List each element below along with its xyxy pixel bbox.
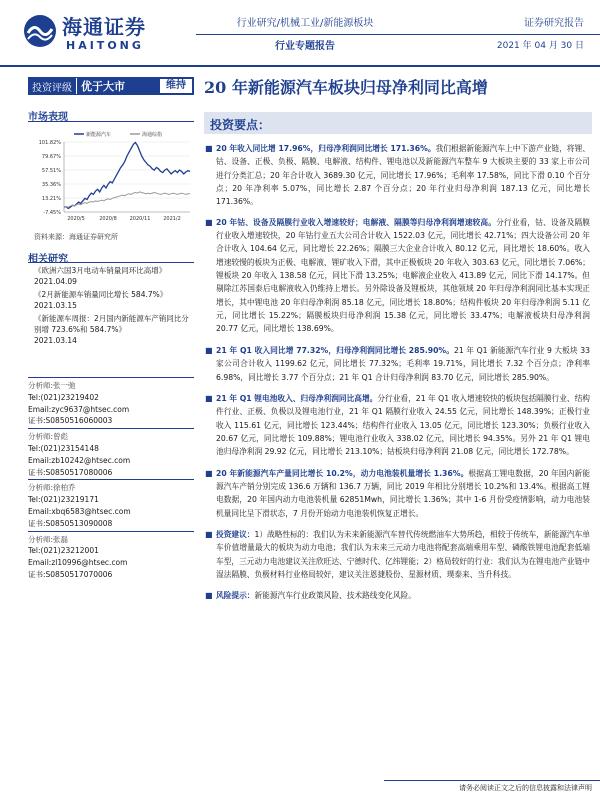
- key-point-lead: 20 年新能源汽车产量同比增长 10.2%，动力电池装机量增长 1.36%。: [216, 468, 469, 478]
- analyst-email[interactable]: Email:zb10242@htsec.com: [28, 455, 131, 465]
- analyst-cert: 证书:S0850517080006: [28, 467, 113, 477]
- market-heading-rule: [28, 121, 194, 122]
- key-point-text: 1）战略性标的：我们认为未来新能源汽车替代传统燃油车大势所趋，相较于传统车，新能源汽车单车价值增量最大的板块为动力电池；我们认为未来三元动力电池将配套高端乘用车型、磷酸铁锂电池配套低端车型，三元动力电池建议关注欣旺达、宁德时代、亿纬锂能；2）格局较好的行业：我们认为在锂电池产业链中湿法隔膜、负极材料行业格局较好，建议关注恩捷股份、星源材质、璞泰来、当升科技。: [216, 529, 590, 579]
- related-title[interactable]: 《新能源车周报：2月国内新能源车产销同比分别增 723.6%和 584.7%》: [34, 314, 189, 334]
- footer-rule: [384, 780, 600, 781]
- key-point-text: 分行业看，钴、设备及隔膜行业收入增速较快，20 年钴行业五大公司合计收入 1522.03 亿元，同比增长 42.71%；四大设备公司 20 年合计收入 104.64 亿元，同比增长 22.26%；隔膜三大企业合计收入 80.12 亿元，同比增长 18.60%。收入增速较慢的板块为正极、电解液、锂矿收入下滑，其中正极板块 20 年收入 303.63 亿元，同比增长 7.06%；锂板块 20 年收入 138.58 亿元，同比下滑 13.25%；电解液企业收入 413.89 亿元，同比下滑 14.17%。但剔除江苏国泰后电解液收入仍维持上增长。另外除设备及锂板块，其他领域 20 年归母净利润同比基本实现正增长，其中锂电池 20 年归母净利润 85.18 亿元，同比增长 18.80%；结构件板块 20 年归母净利润 5.11 亿元，同比增长 15.22%；隔膜板块归母净利润 15.38 亿元，同比增长 33.47%；电解液板块归母净利润 20.77 亿元，同比增长 138.69%。: [216, 217, 590, 334]
- y-tick-label: 57.51%: [41, 168, 61, 174]
- analyst-name: 分析师:张磊: [28, 534, 69, 544]
- key-point: [204, 467, 590, 520]
- analyst-email[interactable]: Email:xbq6583@htsec.com: [28, 506, 131, 516]
- analyst-card: [28, 531, 194, 581]
- bullet-icon: ■: [205, 529, 213, 539]
- header-divider: [196, 34, 600, 35]
- bullet-icon: ■: [205, 345, 213, 355]
- header-right-block: [497, 14, 584, 51]
- y-tick-label: -7.45%: [43, 210, 61, 216]
- key-point-text: 分行业看，21 年 Q1 收入增速较快的板块包括隔膜行业、结构件行业、正极、负极以及锂电池行业，21 年 Q1 隔膜行业收入 24.55 亿元，同比增长 148.39%；正极行业收入 115.61 亿元，同比增长 123.44%；结构件行业收入 13.05 亿元，同比增长 123.30%；负极行业收入 20.67 亿元，同比增长 109.88%；锂电池行业收入 338.02 亿元，同比增长 94.35%。另外 21 年 Q1 锂电池归母净利润 29.92 亿元，同比增长 213.10%；钴板块归母净利润 21.08 亿元，同比增长 172.78%。: [216, 393, 590, 457]
- haitong-logo: [22, 9, 146, 57]
- series-line: [64, 192, 190, 207]
- analyst-name: 分析师:张一弛: [28, 381, 76, 390]
- x-tick-label: 2020/5: [67, 216, 85, 222]
- key-point-lead: 20 年收入同比增 17.96%，归母净利润同比增长 171.36%。: [216, 144, 436, 153]
- related-title[interactable]: 《欧洲六国3月电动车销量同环比高增》: [34, 266, 167, 275]
- key-point-lead: 风险提示：: [216, 591, 255, 601]
- key-point-lead: 20 年钴、设备及隔膜行业收入增速较好；电解液、隔膜等归母净利润增速较高。: [216, 217, 497, 227]
- bullet-icon: ■: [205, 393, 213, 403]
- related-date: 2021.03.14: [34, 336, 77, 345]
- key-point-text: 新能源汽车行业政策风险、技术路线变化风险。: [254, 591, 416, 601]
- key-point-text: 21 年 Q1 新能源汽车行业 9 大板块 33 家公司合计收入 1199.62 亿元，同比增长 77.32%；毛利率 19.71%，同比增长 7.32 个百分点；净利率 6.98%，同比增长 3.77 个百分点；21 年 Q1 合计归母净利润 83.70 亿元，同比增长 285.90%。: [216, 345, 591, 382]
- key-point-text: 根据高工锂电数据，20 年国内新能源汽车产销分别完成 136.6 万辆和 136.7 万辆，同比 2019 年相比分别增长 10.2%和 13.4%。根据高工锂电数据，20 年国内动力电池装机量 62851Mwh，同比增长 1.36%；其中 1-6 月份受疫情影响，动力电池装机量同比呈下滑状态，7 月份开始动力电池装机恢复正增长。: [216, 468, 590, 518]
- rating-value: 优于大市: [76, 78, 129, 94]
- key-point: [204, 392, 590, 459]
- report-category: 行业研究/机械工业/新能源板块: [236, 18, 374, 29]
- y-tick-label: 79.67%: [41, 154, 61, 160]
- legend-label: 新能源汽车: [86, 132, 112, 138]
- analyst-card: [28, 377, 194, 427]
- key-points-heading: 投资要点：: [204, 112, 592, 134]
- analyst-cert: 证书:S0850513090008: [28, 518, 113, 528]
- key-point: [204, 344, 590, 384]
- report-tag: 证券研究报告: [524, 18, 584, 29]
- header-bottom-rule: [0, 65, 600, 67]
- report-date: 2021 年 04 月 30 日: [496, 41, 584, 51]
- bullet-icon: ■: [205, 217, 213, 227]
- key-point-text: 我们根据新能源汽车上中下游产业链，将锂、钴、设备、正极、负极、隔膜、电解液、结构件、锂电池以及新能源汽车整车 9 大板块主要的 33 家上市公司进行分类汇总；20 年合计收入 3689.30 亿元，同比增长 17.96%；毛利率 17.58%，同比下滑 0.10 个百分点；20 年净利率 5.07%，同比增长 2.87 个百分点；20 年行业归母净利润 187.13 亿元，同比增长 171.36%。: [216, 144, 590, 207]
- bullet-icon: ■: [205, 591, 213, 601]
- market-performance-heading: 市场表现: [28, 112, 68, 123]
- analyst-tel: Tel:(021)23212001: [28, 546, 99, 556]
- y-tick-label: 35.36%: [41, 182, 61, 188]
- report-header: [0, 0, 600, 68]
- key-points-body: [204, 142, 590, 603]
- bullet-icon: ■: [205, 468, 213, 478]
- related-research-heading: 相关研究: [28, 254, 68, 265]
- key-point: [204, 589, 590, 602]
- report-type: 行业专题报告: [275, 41, 335, 52]
- logo-en-text: HAITONG: [66, 39, 144, 52]
- logo-cn-text: 海通证券: [62, 15, 146, 39]
- key-point-lead: 21 年 Q1 锂电池收入、归母净利润同比高增。: [216, 393, 378, 403]
- key-point: [204, 142, 590, 209]
- related-heading-rule: [28, 262, 194, 263]
- analyst-tel: Tel:(021)23219402: [28, 392, 99, 402]
- analyst-cert: 证书:S0850516060003: [28, 416, 113, 426]
- bullet-icon: ■: [205, 144, 213, 153]
- market-performance-chart: [28, 128, 194, 230]
- chart-source: 资料来源：海通证券研究所: [34, 233, 118, 241]
- key-point: [204, 528, 590, 581]
- analyst-card: [28, 428, 194, 478]
- analyst-cert: 证书:S0850517070006: [28, 569, 113, 579]
- report-title: 20 年新能源汽车板块归母净利同比高增: [204, 78, 488, 97]
- key-point-lead: 投资建议：: [216, 529, 255, 539]
- y-tick-label: 13.21%: [41, 196, 61, 202]
- analyst-email[interactable]: Email:zl10996@htsec.com: [28, 558, 128, 568]
- analyst-name: 分析师:徐柏乔: [28, 483, 76, 493]
- header-category-block: [230, 14, 380, 52]
- analyst-tel: Tel:(021)23219171: [28, 495, 99, 505]
- y-tick-label: 101.82%: [38, 140, 61, 146]
- logo-mark-icon: [22, 13, 58, 49]
- investment-rating-bar: [28, 77, 194, 95]
- x-tick-label: 2021/2: [163, 216, 181, 222]
- legend-label: 海通综指: [142, 132, 163, 138]
- analyst-email[interactable]: Email:zyc9637@htsec.com: [28, 404, 130, 414]
- related-date: 2021.03.15: [34, 301, 77, 310]
- key-point: [204, 216, 590, 336]
- related-title[interactable]: 《2月新能源车销量同比增长 584.7%》: [34, 290, 168, 299]
- key-point-lead: 21 年 Q1 收入同比增 77.32%，归母净利润同比增长 285.90%。: [216, 345, 454, 355]
- x-tick-label: 2020/11: [129, 216, 151, 222]
- footer-disclaimer: 请务必阅读正文之后的信息披露和法律声明: [459, 784, 592, 792]
- analyst-list: [28, 377, 194, 582]
- rating-change: 维持: [160, 79, 192, 93]
- analyst-tel: Tel:(021)23154148: [28, 443, 99, 453]
- series-line: [64, 143, 190, 209]
- analyst-name: 分析师:曾彪: [28, 432, 69, 442]
- rating-label: 投资评级: [32, 82, 72, 94]
- x-tick-label: 2020/8: [99, 216, 117, 222]
- related-research-list: [34, 265, 194, 348]
- analyst-card: [28, 479, 194, 529]
- related-date: 2021.04.09: [34, 277, 77, 286]
